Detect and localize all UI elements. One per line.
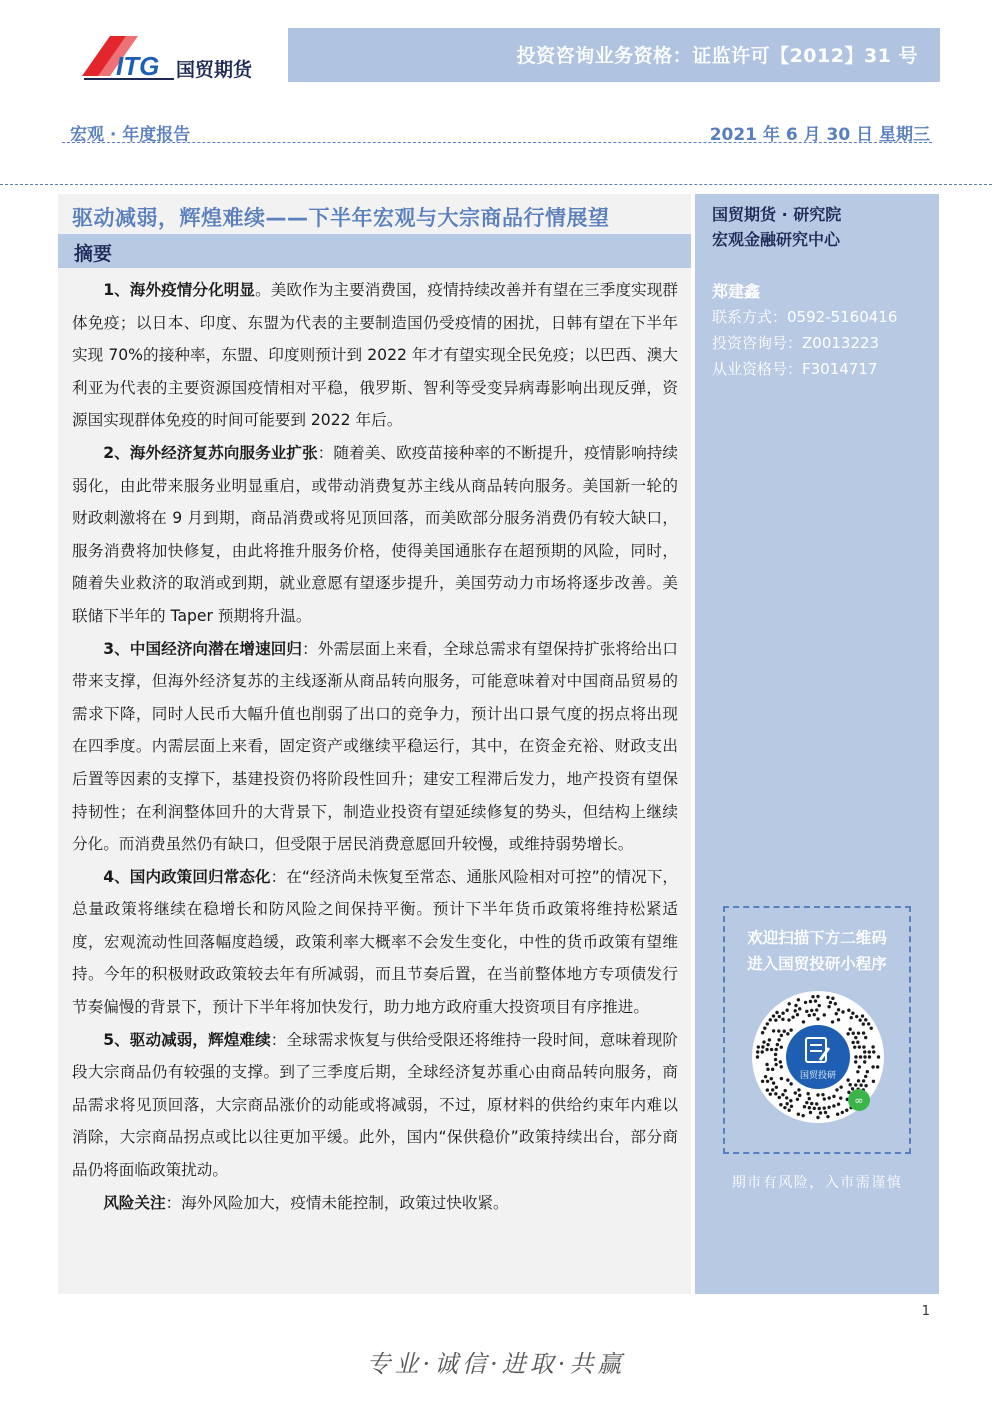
brand-name: 国贸期货	[176, 59, 253, 81]
qr-dot	[837, 1008, 840, 1011]
author-name: 郑建鑫	[712, 282, 761, 301]
qr-dot	[857, 1079, 860, 1082]
qr-dot	[818, 1004, 821, 1007]
qr-dot	[786, 1078, 789, 1081]
qr-dot	[781, 1093, 784, 1096]
qr-dot	[775, 1086, 778, 1089]
qr-dot	[810, 1102, 813, 1105]
qr-dot	[774, 1063, 777, 1066]
qr-dot	[804, 1001, 807, 1004]
qr-dot	[787, 1018, 790, 1021]
qr-dot	[837, 1018, 840, 1021]
qr-dot	[761, 1080, 764, 1083]
qr-dot	[837, 1103, 840, 1106]
qr-dot	[859, 1055, 862, 1058]
qr-dot	[870, 1027, 873, 1030]
qr-dot	[877, 1055, 880, 1058]
qr-dot	[868, 1055, 871, 1058]
qr-dot	[813, 1013, 816, 1016]
qr-dot	[784, 1089, 787, 1092]
paragraph-text: ：外需层面上来看，全球总需求有望保持扩张将给出口带来支撑，但海外经济复苏的主线逐渐从商品转向服务，可能意味着对中国商品贸易的需求下降，同时人民币大幅升值也削弱了出口的竞争力，预计出口景气度的拐点将出现在四季度。内需层面上来看，固定资产或继续平稳运行，其中，在资金充裕、财政支出后置等因素的支撑下，基建投资仍将阶段性回升；建安工程滞后发力，地产投资有望保持韧性；在利润整体回升的大背景下，制造业投资有望延续修复的势头，但结构上继续分化。而消费虽然仍有缺口，但受限于居民消费意愿回升较慢，或维持弱势增长。	[72, 639, 678, 854]
paragraph-text: ：随着美、欧疫苗接种率的不断提升，疫情影响持续弱化，由此带来服务业明显重启，或带动消费复苏主线从商品转向服务。美国新一轮的财政刺激将在 9 月到期，商品消费或将见顶回落，而美欧部分服务消费仍有较大缺口，服务消费将加快修复，由此将推升服务价格，使得美国通胀存在超预期的风险，同时，随着失业救济的取消或到期，就业意愿有望逐步提升，美国劳动力市场将逐步改善。美联储下半年的 Taper 预期将升温。	[72, 443, 678, 625]
qr-dot	[854, 1055, 857, 1058]
qr-dot	[764, 1075, 767, 1078]
itg-logo-icon	[76, 36, 176, 82]
divider	[62, 142, 932, 143]
qr-caption-line2: 进入国贸投研小程序	[747, 955, 887, 973]
qr-dot	[850, 1016, 853, 1019]
qr-dot	[816, 1093, 819, 1096]
qr-dot	[823, 1097, 826, 1100]
qr-dot	[839, 1096, 842, 1099]
qr-dot	[851, 1087, 854, 1090]
abstract-heading: 摘要	[74, 243, 113, 265]
qr-dot	[796, 1098, 799, 1101]
qr-dot	[864, 1036, 867, 1039]
qr-dot	[848, 1083, 851, 1086]
qr-dot	[797, 998, 800, 1001]
qr-dot	[816, 995, 819, 998]
abstract-body	[72, 274, 678, 1219]
certificate-number: 从业资格号：F3014717	[712, 360, 878, 378]
paragraph-heading: 3、中国经济向潜在增速回归	[103, 639, 303, 658]
qr-dot	[805, 1101, 808, 1104]
paragraph-text: ：全球需求恢复与供给受限还将维持一段时间，意味着现阶段大宗商品仍有较强的支撑。到了三季度后期，全球经济复苏重心由商品转向服务，商品需求将见顶回落，大宗商品涨价的动能或将减弱，不过，原材料的供给约束年内难以消除，大宗商品拐点或比以往更加平缓。此外，国内“保供稳价”政策持续出台，部分商品仍将面临政策扰动。	[72, 1030, 678, 1180]
qr-dot	[794, 1091, 797, 1094]
footer-motto: 专业·诚信·进取·共赢	[366, 1350, 626, 1378]
qr-dot	[777, 1029, 780, 1032]
qr-dot	[779, 1060, 782, 1063]
qr-dot	[788, 1002, 791, 1005]
qr-dot	[780, 1065, 783, 1068]
qr-dot	[778, 1096, 781, 1099]
qr-dot	[779, 1103, 782, 1106]
qr-dot	[863, 1055, 866, 1058]
paragraph-heading: 1、海外疫情分化明显	[103, 281, 256, 299]
qr-dot	[864, 1075, 867, 1078]
qr-center-label: 国贸投研	[799, 1071, 837, 1081]
qr-dot	[816, 1017, 819, 1020]
report-category: 宏观 · 年度报告	[70, 125, 191, 145]
qr-dot	[761, 1031, 764, 1034]
qr-dot	[769, 1092, 772, 1095]
qr-dot	[863, 1050, 866, 1053]
qr-caption-line1: 欢迎扫描下方二维码	[747, 929, 887, 947]
qr-dot	[868, 1050, 871, 1053]
paragraph-text: 。美欧作为主要消费国，疫情持续改善并有望在三季度实现群体免疫；以日本、印度、东盟为代表的主要制造国仍受疫情的困扰，日韩有望在下半年实现 70%的接种率，东盟、印度则预计到 2022 年才有望实现全民免疫；以巴西、澳大利亚为代表的主要资源国疫情相对平稳，俄罗斯、智利等受变异病毒影响出现反弹，资源国实现群体免疫的时间可能要到 2022 年后。	[72, 281, 678, 430]
qr-dot	[761, 1045, 764, 1048]
qr-dot	[823, 1106, 826, 1109]
svg-text:∞: ∞	[854, 1094, 864, 1107]
qr-dot	[876, 1065, 879, 1068]
qr-dot	[770, 1077, 773, 1080]
qr-dot	[772, 1029, 775, 1032]
qr-dot	[756, 1050, 759, 1053]
qr-dot	[841, 1111, 844, 1114]
logo-mark-text: ITG	[116, 51, 160, 81]
qr-dot	[785, 1096, 788, 1099]
qr-dot	[763, 1027, 766, 1030]
paragraph	[72, 861, 678, 1024]
qr-dot	[790, 1105, 793, 1108]
qr-dot	[831, 997, 834, 1000]
qr-dot	[857, 1031, 860, 1034]
qr-dot	[832, 1095, 835, 1098]
paragraph-heading: 2、海外经济复苏向服务业扩张	[103, 443, 318, 462]
qr-dot	[774, 1058, 777, 1061]
paragraph-heading: 4、国内政策回归常态化	[103, 867, 271, 886]
paragraph-heading: 5、驱动减弱，辉煌难续	[103, 1030, 271, 1049]
qr-dot	[783, 1106, 786, 1109]
qr-dot	[824, 1111, 827, 1114]
qr-dot	[808, 1097, 811, 1100]
qr-dot	[781, 1018, 784, 1021]
qr-dot	[862, 1031, 865, 1034]
qr-dot	[836, 1113, 839, 1116]
qr-dot	[871, 1045, 874, 1048]
qr-dot	[848, 1028, 851, 1031]
abstract-heading-bar	[58, 234, 691, 268]
qr-dot	[797, 1113, 800, 1116]
qr-dot	[851, 1041, 854, 1044]
qr-dot	[855, 1015, 858, 1018]
risk-notice: 期市有风险，入市需谨慎	[731, 1175, 903, 1191]
qr-dot	[835, 1088, 838, 1091]
qr-dot	[810, 1009, 813, 1012]
qr-dot	[768, 1038, 771, 1041]
qr-dot	[862, 1045, 865, 1048]
qr-code-box	[723, 906, 911, 1154]
qr-dot	[853, 1045, 856, 1048]
qr-dot	[777, 1038, 780, 1041]
qr-dot	[867, 1022, 870, 1025]
qr-dot	[757, 1045, 760, 1048]
qr-dot	[766, 1088, 769, 1091]
paragraph-heading: 风险关注	[103, 1193, 166, 1212]
qr-dot	[781, 1012, 784, 1015]
qr-dot	[783, 1030, 786, 1033]
qr-dot	[793, 1009, 796, 1012]
qr-dot	[819, 1111, 822, 1114]
qr-dot	[806, 1092, 809, 1095]
qr-dot	[766, 1043, 769, 1046]
qr-dot	[872, 1050, 875, 1053]
qr-dot	[769, 1018, 772, 1021]
qr-dot	[798, 1007, 801, 1010]
paragraph-text: ：海外风险加大，疫情未能控制，政策过快收紧。	[165, 1193, 509, 1212]
qr-dot	[765, 1063, 768, 1066]
qr-dot	[858, 1018, 861, 1021]
qr-dot	[788, 1109, 791, 1112]
qr-dot	[785, 1102, 788, 1105]
qr-dot	[801, 1114, 804, 1117]
qr-dot	[774, 1053, 777, 1056]
org-name: 国贸期货 · 研究院	[712, 205, 842, 224]
qr-code-icon[interactable]	[749, 988, 887, 1126]
report-title: 驱动减弱，辉煌难续——下半年宏观与大宗商品行情展望	[72, 206, 610, 230]
qr-dot	[794, 1004, 797, 1007]
qr-dot	[809, 1111, 812, 1114]
qr-dot	[772, 1081, 775, 1084]
qr-dot	[854, 1060, 857, 1063]
qr-dot	[827, 1106, 830, 1109]
paragraph	[72, 274, 678, 437]
qr-dot	[859, 1084, 862, 1087]
sidebar	[695, 194, 939, 1294]
qr-dot	[821, 1093, 824, 1096]
itg-logo	[76, 36, 276, 82]
qr-dot	[862, 1022, 865, 1025]
qr-dot	[866, 1070, 869, 1073]
qr-dot	[778, 1015, 781, 1018]
qr-dot	[864, 1018, 867, 1021]
main-panel	[58, 194, 691, 1294]
paragraph	[72, 437, 678, 633]
paragraph	[72, 633, 678, 861]
qr-dot	[780, 1077, 783, 1080]
qr-dot	[811, 995, 814, 998]
qr-dot	[831, 1020, 834, 1023]
qr-dot	[858, 1065, 861, 1068]
contact-info: 联系方式：0592-5160416	[712, 308, 898, 326]
license-text: 投资咨询业务资格：证监许可【2012】31 号	[516, 45, 918, 67]
divider	[0, 184, 992, 185]
qr-dot	[798, 1094, 801, 1097]
qr-dot	[861, 1014, 864, 1017]
qr-dot	[762, 1040, 765, 1043]
report-date: 2021 年 6 月 30 日 星期三	[709, 125, 930, 145]
qr-dot	[845, 1109, 848, 1112]
qr-dot	[846, 1078, 849, 1081]
qr-dot	[808, 1106, 811, 1109]
qr-dot	[785, 1009, 788, 1012]
qr-dot	[813, 1107, 816, 1110]
qr-dot	[818, 1107, 821, 1110]
qr-dot	[864, 1084, 867, 1087]
qr-dot	[828, 1096, 831, 1099]
qr-dot	[802, 1020, 805, 1023]
qr-dot	[765, 1048, 768, 1051]
qr-dot	[826, 1115, 829, 1118]
qr-dot	[814, 999, 817, 1002]
paragraph	[72, 1024, 678, 1187]
qr-dot	[854, 1083, 857, 1086]
qr-dot	[774, 1018, 777, 1021]
qr-dot	[809, 1000, 812, 1003]
qr-dot	[816, 1116, 819, 1119]
qr-dot	[780, 1034, 783, 1037]
header-band	[288, 28, 940, 82]
qr-dot	[770, 1048, 773, 1051]
qr-dot	[756, 1055, 759, 1058]
qr-dot	[774, 1048, 777, 1051]
qr-dot	[851, 1012, 854, 1015]
qr-dot	[863, 1060, 866, 1063]
qr-dot	[772, 1014, 775, 1017]
qr-dot	[847, 1009, 850, 1012]
qr-dot	[832, 1104, 835, 1107]
qr-dot	[862, 1079, 865, 1082]
qr-dot	[775, 1011, 778, 1014]
qr-dot	[803, 1105, 806, 1108]
qr-dot	[786, 1032, 789, 1035]
qr-dot	[789, 1082, 792, 1085]
qr-dot	[858, 1045, 861, 1048]
qr-dot	[766, 1068, 769, 1071]
qr-dot	[826, 996, 829, 999]
paragraph	[72, 1187, 678, 1220]
dept-name: 宏观金融研究中心	[712, 230, 841, 249]
qr-dot	[846, 1032, 849, 1035]
qr-dot	[780, 1045, 783, 1048]
qr-dot	[823, 1013, 826, 1016]
qr-dot	[834, 1002, 837, 1005]
qr-dot	[841, 1010, 844, 1013]
paragraph-text: ：在“经济尚未恢复至常态、通胀风险相对可控”的情况下，总量政策将继续在稳增长和防风险之间保持平衡。预计下半年货币政策将维持松紧适度，宏观流动性回落幅度趋缓，政策利率大概率不会发生变化，中性的货币政策有望维持。今年的积极财政政策较去年有所减弱，而且节奏后置，在当前整体地方专项债发行节奏偏慢的背景下，预计下半年将加快发行，助力地方政府重大投资项目有序推进。	[72, 867, 678, 1017]
qr-dot	[852, 1032, 855, 1035]
qr-dot	[761, 1050, 764, 1053]
qr-dot	[815, 1102, 818, 1105]
qr-dot	[815, 1008, 818, 1011]
qr-dot	[839, 1085, 842, 1088]
qr-dot	[872, 1080, 875, 1083]
qr-dot	[856, 1041, 859, 1044]
qr-dot	[796, 1013, 799, 1016]
qr-dot	[797, 1088, 800, 1091]
qr-dot	[791, 1015, 794, 1018]
qr-dot	[829, 1001, 832, 1004]
qr-dot	[771, 1088, 774, 1091]
qr-dot	[805, 1010, 808, 1013]
qr-dot	[871, 1065, 874, 1068]
qr-dot	[766, 1022, 769, 1025]
qr-dot	[774, 1092, 777, 1095]
qr-dot	[771, 1068, 774, 1071]
qr-dot	[835, 1012, 838, 1015]
qr-dot	[854, 1036, 857, 1039]
advisory-number: 投资咨询号：Z0013223	[712, 334, 880, 352]
page-number: 1	[921, 1304, 930, 1319]
qr-dot	[827, 1005, 830, 1008]
qr-dot	[856, 1070, 859, 1073]
qr-dot	[776, 1043, 779, 1046]
qr-dot	[789, 1028, 792, 1031]
qr-dot	[766, 1080, 769, 1083]
qr-dot	[808, 1014, 811, 1017]
qr-dot	[789, 1099, 792, 1102]
